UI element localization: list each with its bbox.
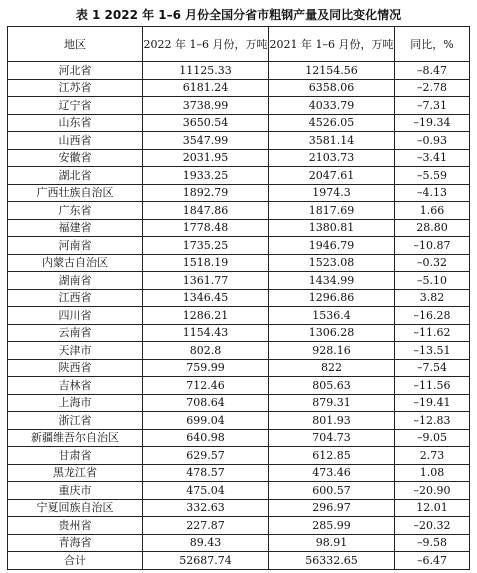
table-row	[8, 132, 470, 150]
cell-2021: 704.73	[269, 429, 395, 447]
table-row	[8, 482, 470, 500]
cell-2021: 612.85	[269, 447, 395, 465]
cell-region: 山西省	[8, 132, 143, 150]
table-row	[8, 219, 470, 237]
cell-yoy: –20.32	[395, 517, 470, 535]
cell-2021: 1434.99	[269, 272, 395, 290]
cell-2022: 708.64	[143, 394, 269, 412]
cell-region: 宁夏回族自治区	[8, 499, 143, 517]
cell-region: 浙江省	[8, 412, 143, 430]
cell-2022: 1933.25	[143, 167, 269, 185]
table-row	[8, 517, 470, 535]
table-row	[8, 289, 470, 307]
table-row	[8, 377, 470, 395]
cell-2022: 3738.99	[143, 97, 269, 115]
cell-2021: 6358.06	[269, 79, 395, 97]
table-row	[8, 307, 470, 325]
cell-2021: 56332.65	[269, 552, 395, 570]
cell-region: 内蒙古自治区	[8, 254, 143, 272]
cell-2022: 1735.25	[143, 237, 269, 255]
cell-2021: 600.57	[269, 482, 395, 500]
cell-2022: 1847.86	[143, 202, 269, 220]
cell-2021: 296.97	[269, 499, 395, 517]
cell-yoy: 28.80	[395, 219, 470, 237]
cell-yoy: –16.28	[395, 307, 470, 325]
cell-2021: 4526.05	[269, 114, 395, 132]
table-row	[8, 534, 470, 552]
cell-yoy: –4.13	[395, 184, 470, 202]
table-header-row	[8, 27, 470, 62]
table-body	[8, 62, 470, 570]
cell-yoy: –3.41	[395, 149, 470, 167]
table-row	[8, 412, 470, 430]
header-yoy: 同比，%	[395, 27, 470, 62]
cell-yoy: –10.87	[395, 237, 470, 255]
cell-2021: 1380.81	[269, 219, 395, 237]
cell-region: 安徽省	[8, 149, 143, 167]
table-row	[8, 272, 470, 290]
steel-output-table	[7, 26, 470, 570]
cell-2021: 98.91	[269, 534, 395, 552]
cell-yoy: –2.78	[395, 79, 470, 97]
cell-region: 广西壮族自治区	[8, 184, 143, 202]
cell-2021: 3581.14	[269, 132, 395, 150]
header-2021	[269, 27, 395, 62]
cell-region: 新疆维吾尔自治区	[8, 429, 143, 447]
table-row	[8, 184, 470, 202]
table-row	[8, 62, 470, 80]
cell-2021: 822	[269, 359, 395, 377]
cell-yoy: –19.41	[395, 394, 470, 412]
header-2022	[143, 27, 269, 62]
cell-2022: 227.87	[143, 517, 269, 535]
cell-yoy: –11.56	[395, 377, 470, 395]
cell-2022: 802.8	[143, 342, 269, 360]
cell-2021: 879.31	[269, 394, 395, 412]
cell-yoy: –7.54	[395, 359, 470, 377]
cell-yoy: 1.08	[395, 464, 470, 482]
cell-2021: 1296.86	[269, 289, 395, 307]
cell-2021: 1306.28	[269, 324, 395, 342]
table-row	[8, 429, 470, 447]
table-row	[8, 359, 470, 377]
table-row	[8, 79, 470, 97]
cell-yoy: –9.05	[395, 429, 470, 447]
cell-region: 福建省	[8, 219, 143, 237]
table-row	[8, 447, 470, 465]
table-row	[8, 167, 470, 185]
cell-yoy: –0.32	[395, 254, 470, 272]
table-row	[8, 202, 470, 220]
cell-2022: 11125.33	[143, 62, 269, 80]
cell-yoy: –9.58	[395, 534, 470, 552]
cell-yoy: –19.34	[395, 114, 470, 132]
cell-2021: 12154.56	[269, 62, 395, 80]
cell-2022: 1892.79	[143, 184, 269, 202]
cell-2021: 2047.61	[269, 167, 395, 185]
cell-yoy: –8.47	[395, 62, 470, 80]
cell-yoy: –6.47	[395, 552, 470, 570]
cell-2022: 1346.45	[143, 289, 269, 307]
cell-region: 甘肃省	[8, 447, 143, 465]
cell-2022: 699.04	[143, 412, 269, 430]
cell-2022: 478.57	[143, 464, 269, 482]
cell-2022: 1518.19	[143, 254, 269, 272]
cell-2021: 1817.69	[269, 202, 395, 220]
table-row	[8, 114, 470, 132]
cell-yoy: –11.62	[395, 324, 470, 342]
table-total-row	[8, 552, 470, 570]
cell-region: 辽宁省	[8, 97, 143, 115]
table-row	[8, 237, 470, 255]
cell-2022: 332.63	[143, 499, 269, 517]
cell-2022: 52687.74	[143, 552, 269, 570]
cell-region: 天津市	[8, 342, 143, 360]
cell-2021: 473.46	[269, 464, 395, 482]
cell-yoy: –20.90	[395, 482, 470, 500]
cell-2021: 1974.3	[269, 184, 395, 202]
table-title: 表 1 2022 年 1–6 月份全国分省市粗钢产量及同比变化情况	[75, 8, 402, 22]
cell-2022: 640.98	[143, 429, 269, 447]
cell-2022: 629.57	[143, 447, 269, 465]
cell-region: 黑龙江省	[8, 464, 143, 482]
cell-2021: 1523.08	[269, 254, 395, 272]
cell-region: 江西省	[8, 289, 143, 307]
cell-region: 河北省	[8, 62, 143, 80]
table-row	[8, 254, 470, 272]
cell-region: 广东省	[8, 202, 143, 220]
table-row	[8, 324, 470, 342]
cell-2022: 1154.43	[143, 324, 269, 342]
cell-yoy: –12.83	[395, 412, 470, 430]
table-row	[8, 464, 470, 482]
cell-2021: 801.93	[269, 412, 395, 430]
cell-region: 上海市	[8, 394, 143, 412]
cell-2022: 1778.48	[143, 219, 269, 237]
cell-yoy: –5.59	[395, 167, 470, 185]
cell-region: 陕西省	[8, 359, 143, 377]
cell-region: 四川省	[8, 307, 143, 325]
header-2022-label: 2022 年 1–6 月份，万吨	[143, 37, 268, 51]
cell-2021: 928.16	[269, 342, 395, 360]
cell-2022: 3547.99	[143, 132, 269, 150]
cell-2022: 475.04	[143, 482, 269, 500]
table-row	[8, 97, 470, 115]
cell-yoy: –13.51	[395, 342, 470, 360]
cell-2022: 759.99	[143, 359, 269, 377]
table-row	[8, 342, 470, 360]
cell-yoy: 2.73	[395, 447, 470, 465]
cell-2022: 712.46	[143, 377, 269, 395]
cell-region: 湖北省	[8, 167, 143, 185]
header-2021-label: 2021 年 1–6 月份，万吨	[269, 37, 394, 51]
cell-2022: 2031.95	[143, 149, 269, 167]
cell-region: 山东省	[8, 114, 143, 132]
cell-region: 贵州省	[8, 517, 143, 535]
cell-2021: 1946.79	[269, 237, 395, 255]
cell-2021: 285.99	[269, 517, 395, 535]
cell-region: 重庆市	[8, 482, 143, 500]
cell-region: 江苏省	[8, 79, 143, 97]
cell-yoy: 1.66	[395, 202, 470, 220]
cell-yoy: –7.31	[395, 97, 470, 115]
cell-yoy: –5.10	[395, 272, 470, 290]
table-row	[8, 394, 470, 412]
cell-region: 云南省	[8, 324, 143, 342]
cell-region: 河南省	[8, 237, 143, 255]
cell-2021: 4033.79	[269, 97, 395, 115]
cell-2021: 2103.73	[269, 149, 395, 167]
cell-region: 吉林省	[8, 377, 143, 395]
cell-2022: 1361.77	[143, 272, 269, 290]
cell-region: 湖南省	[8, 272, 143, 290]
cell-region: 合计	[8, 552, 143, 570]
cell-2022: 3650.54	[143, 114, 269, 132]
cell-yoy: 3.82	[395, 289, 470, 307]
cell-2021: 805.63	[269, 377, 395, 395]
cell-2022: 1286.21	[143, 307, 269, 325]
cell-yoy: –0.93	[395, 132, 470, 150]
header-region: 地区	[8, 27, 143, 62]
cell-region: 青海省	[8, 534, 143, 552]
table-row	[8, 499, 470, 517]
cell-2022: 6181.24	[143, 79, 269, 97]
cell-2022: 89.43	[143, 534, 269, 552]
cell-yoy: 12.01	[395, 499, 470, 517]
table-row	[8, 149, 470, 167]
cell-2021: 1536.4	[269, 307, 395, 325]
